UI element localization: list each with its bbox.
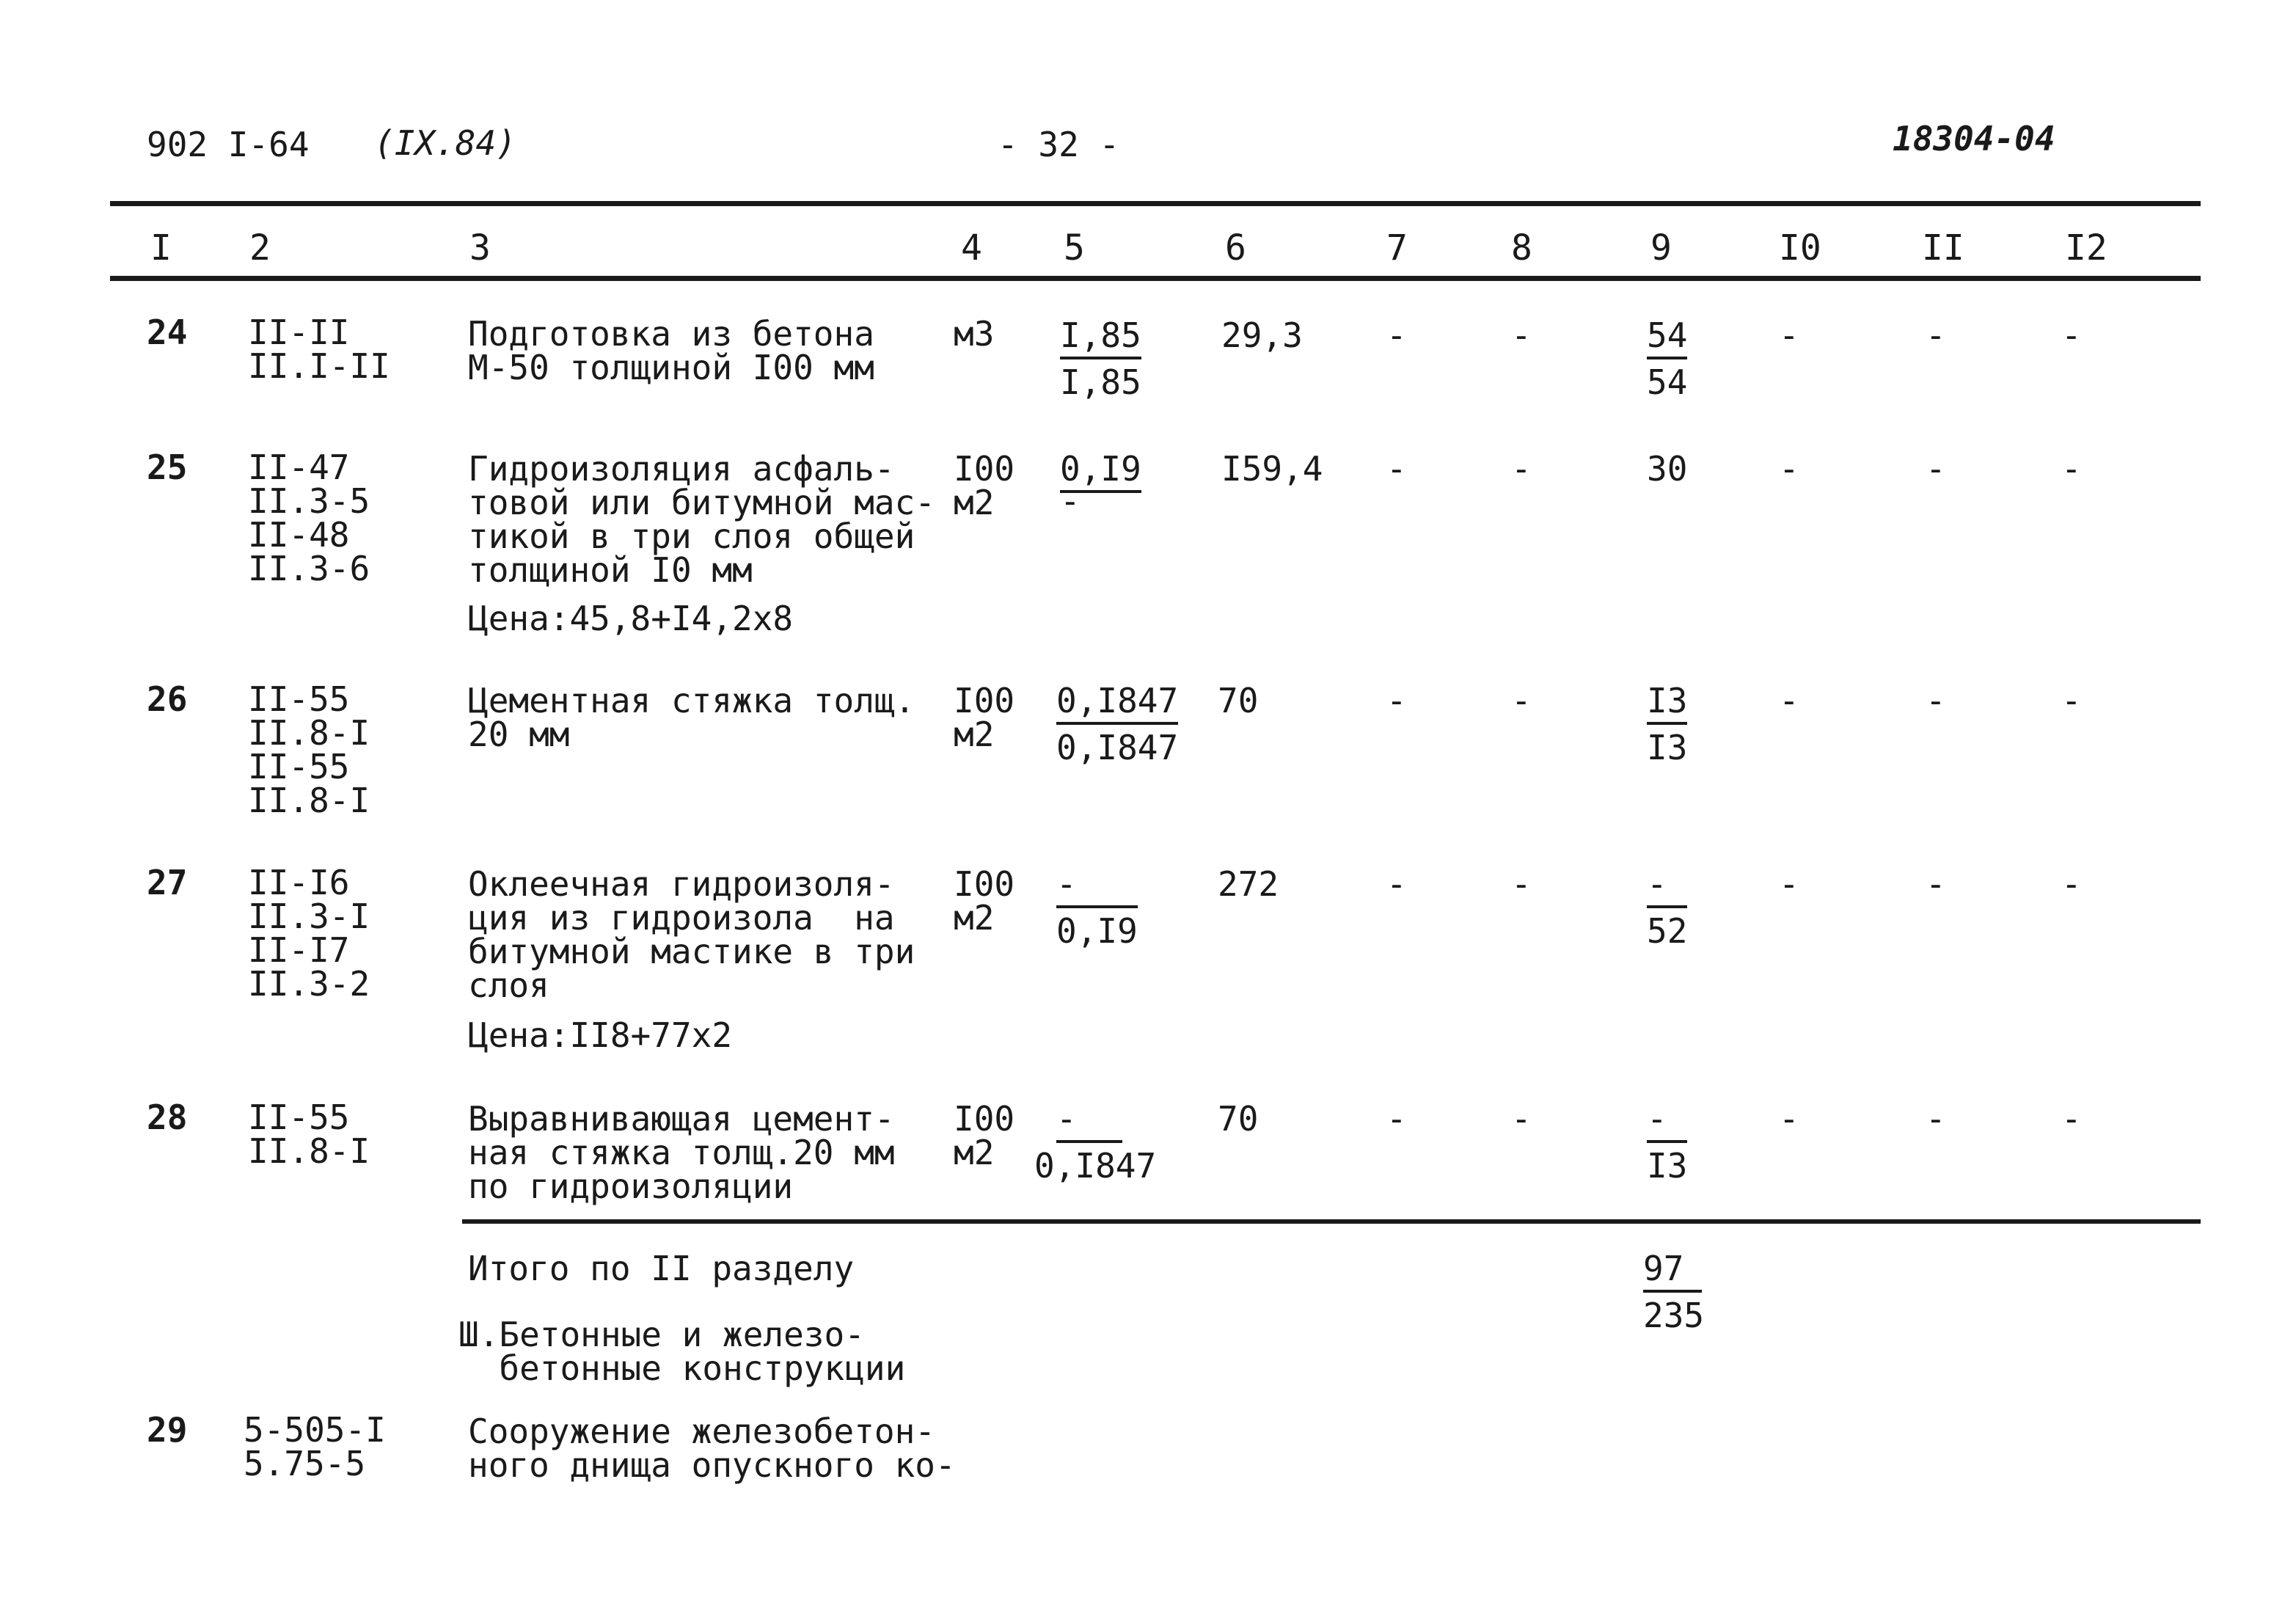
row-col8: -: [1511, 1099, 1532, 1139]
fraction-denominator: I,85: [1060, 362, 1141, 402]
row-col6: 70: [1218, 681, 1259, 720]
row-col8: -: [1511, 449, 1532, 489]
fraction-bar: [1647, 1140, 1687, 1143]
row-col11: -: [1926, 864, 1946, 904]
row-col5-fraction: [1060, 315, 1141, 402]
row-col10: -: [1779, 864, 1799, 904]
fraction-numerator: 97: [1643, 1249, 1684, 1288]
column-header-11: II: [1922, 227, 1964, 269]
document-number: 18304-04: [1893, 119, 2055, 158]
row-unit: I00 м2: [954, 449, 1015, 522]
row-col8: -: [1511, 864, 1532, 904]
fraction-numerator: I3: [1647, 681, 1688, 720]
fraction-denominator: 0,I847: [1056, 728, 1179, 767]
column-header-3: 3: [469, 227, 491, 269]
column-header-1: I: [150, 227, 172, 269]
row-unit: I00 м2: [954, 1099, 1015, 1172]
row-unit: I00 м2: [954, 864, 1015, 938]
fraction-numerator: -: [1056, 864, 1077, 904]
row-col9-fraction: [1647, 315, 1688, 402]
fraction-numerator: -: [1056, 1099, 1077, 1139]
fraction-denominator: I3: [1647, 1146, 1688, 1186]
row-col12: -: [2061, 864, 2082, 904]
fraction-numerator: -: [1647, 864, 1667, 904]
page-number: - 32 -: [998, 125, 1120, 164]
row-price-note: Цена:II8+77x2: [468, 1015, 733, 1055]
column-header-5: 5: [1064, 227, 1085, 269]
fraction-bar: [1647, 357, 1687, 359]
column-header-7: 7: [1386, 227, 1408, 269]
row-description: Цементная стяжка толщ. 20 мм: [468, 681, 915, 754]
row-col12: -: [2061, 681, 2082, 720]
fraction-denominator: I3: [1647, 728, 1688, 767]
fraction-numerator: -: [1647, 1099, 1667, 1139]
fraction-numerator: 0,I9: [1060, 449, 1141, 489]
row-col12: -: [2061, 315, 2082, 355]
row-col12: -: [2061, 1099, 2082, 1139]
fraction-denominator: 0,I9: [1056, 911, 1138, 951]
row-col6: 70: [1218, 1099, 1259, 1139]
row-code: 5-505-I 5.75-5: [244, 1410, 386, 1483]
row-code: II-55 II.8-I II-55 II.8-I: [248, 679, 370, 820]
fraction-numerator: 0,I847: [1056, 681, 1179, 720]
fraction-denominator: 52: [1647, 911, 1688, 951]
row-unit: I00 м2: [954, 681, 1015, 754]
row-col7: -: [1386, 681, 1407, 720]
row-description: Гидроизоляция асфаль- товой или битумной мас- тикой в три слоя общей толщиной I0 мм: [468, 449, 935, 590]
row-number: 27: [147, 863, 188, 902]
row-col5-fraction: [1056, 864, 1138, 951]
row-description: Подготовка из бетона М-50 толщиной I00 мм: [468, 314, 874, 387]
row-col11: -: [1926, 1099, 1946, 1139]
row-col8: -: [1511, 681, 1532, 720]
section-total-fraction: [1643, 1249, 1705, 1335]
row-number: 29: [147, 1410, 188, 1450]
fraction-bar: [1647, 905, 1687, 908]
section-total-label: Итого по II разделу: [468, 1249, 855, 1288]
header-top-rule: [110, 201, 2201, 206]
row-description: Оклеечная гидроизоля- ция из гидроизола на битумной мастике в три слоя: [468, 864, 915, 1005]
fraction-numerator: I,85: [1060, 315, 1141, 355]
column-header-2: 2: [249, 227, 271, 269]
row-number: 26: [147, 679, 188, 719]
column-header-8: 8: [1511, 227, 1532, 269]
fraction-bar: [1647, 722, 1687, 725]
row-number: 25: [147, 448, 188, 487]
row-code: II-55 II.8-I: [248, 1098, 370, 1171]
row-col10: -: [1779, 681, 1799, 720]
row-col11: -: [1926, 449, 1946, 489]
row-col6: 29,3: [1221, 315, 1303, 355]
row-col10: -: [1779, 1099, 1799, 1139]
row-price-note: Цена:45,8+I4,2x8: [468, 599, 794, 638]
fraction-bar: [1060, 357, 1141, 359]
row-code: II-I6 II.3-I II-I7 II.3-2: [248, 863, 370, 1004]
row-number: 28: [147, 1098, 188, 1137]
row-col7: -: [1386, 315, 1407, 355]
fraction-denominator: -: [1060, 481, 1081, 521]
row-col7: -: [1386, 864, 1407, 904]
row-col5-fraction: [1034, 1099, 1157, 1186]
row-col9-fraction: [1647, 1099, 1688, 1186]
section-title: Ш.Бетонные и железо- бетонные конструкции: [458, 1315, 906, 1388]
row-unit: м3: [954, 314, 995, 354]
row-col11: -: [1926, 681, 1946, 720]
row-description: Выравнивающая цемент- ная стяжка толщ.20 мм по гидроизоляции: [468, 1099, 895, 1206]
row-number: 24: [147, 313, 188, 352]
section-divider-rule: [462, 1219, 2201, 1224]
row-col8: -: [1511, 315, 1532, 355]
row-code: II-II II.I-II: [248, 313, 390, 386]
row-col11: -: [1926, 315, 1946, 355]
document-revision: (IX.84): [374, 123, 516, 163]
document-code: 902 I-64: [147, 125, 310, 164]
row-col7: -: [1386, 449, 1407, 489]
row-col10: -: [1779, 315, 1799, 355]
fraction-bar: [1056, 1140, 1122, 1143]
row-col7: -: [1386, 1099, 1407, 1139]
row-col10: -: [1779, 449, 1799, 489]
row-col5-fraction: [1060, 449, 1141, 521]
row-col9-fraction: [1647, 681, 1688, 767]
column-header-9: 9: [1650, 227, 1672, 269]
row-description: Сооружение железобетон- ного днища опускного ко-: [468, 1412, 956, 1485]
column-header-4: 4: [961, 227, 982, 269]
column-header-6: 6: [1225, 227, 1246, 269]
row-col6: 272: [1218, 864, 1279, 904]
fraction-bar: [1056, 722, 1178, 725]
fraction-bar: [1643, 1290, 1702, 1293]
row-col12: -: [2061, 449, 2082, 489]
column-header-12: I2: [2065, 227, 2107, 269]
column-header-10: I0: [1779, 227, 1821, 269]
row-col9: 30: [1647, 449, 1688, 489]
fraction-bar: [1056, 905, 1138, 908]
row-col6: I59,4: [1221, 449, 1323, 489]
row-col5-fraction: [1056, 681, 1179, 767]
fraction-numerator: 54: [1647, 315, 1688, 355]
fraction-denominator: 0,I847: [1034, 1146, 1157, 1186]
header-bottom-rule: [110, 276, 2201, 281]
fraction-denominator: 54: [1647, 362, 1688, 402]
row-col9-fraction: [1647, 864, 1688, 951]
fraction-denominator: 235: [1643, 1296, 1705, 1335]
row-code: II-47 II.3-5 II-48 II.3-6: [248, 448, 370, 588]
